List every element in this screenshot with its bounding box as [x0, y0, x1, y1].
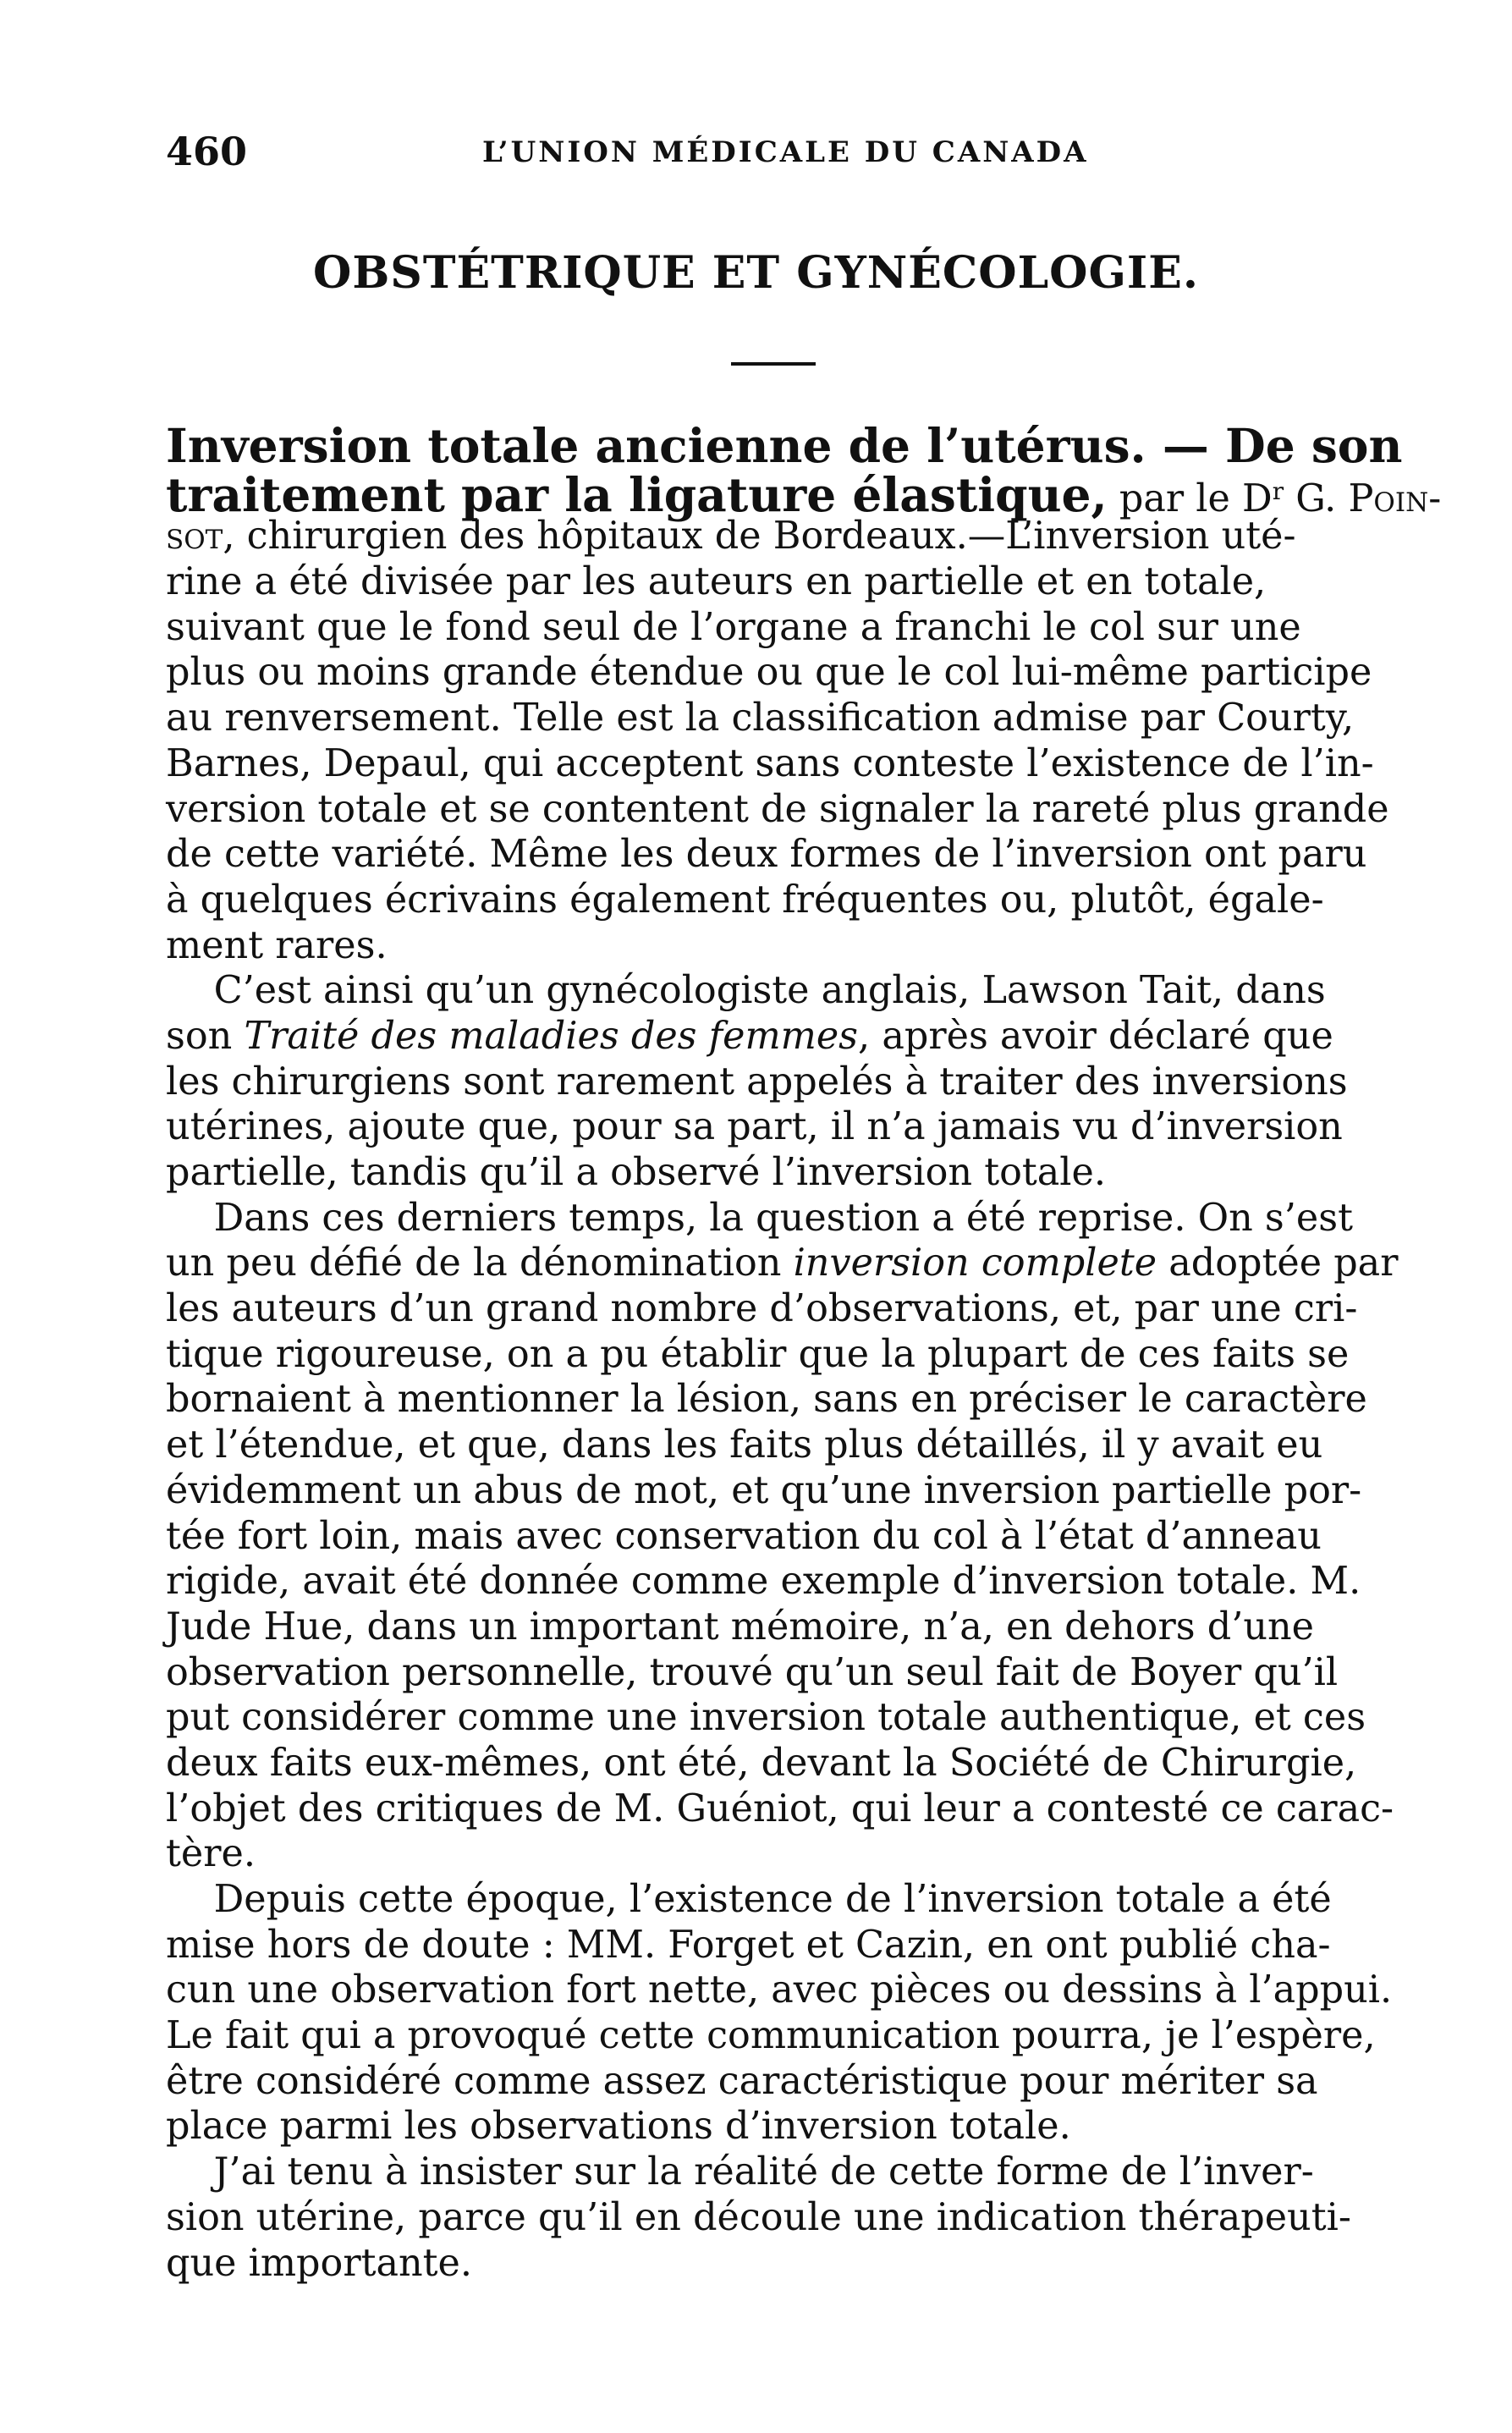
article-title: Inversion totale ancienne de l’utérus. — De son: [166, 418, 1403, 473]
text-line-content: un peu défié de la dénomination: [166, 1241, 794, 1285]
text-line: tée fort loin, mais avec conservation du col à l’état d’anneau: [166, 1514, 1322, 1558]
article-title-line: [166, 418, 1403, 473]
text-line: deux faits eux-mêmes, ont été, devant la Société de Chirurgie,: [166, 1741, 1357, 1785]
text-line: ment rares.: [166, 923, 388, 967]
text-line: [166, 514, 1384, 559]
text-line: à quelques écrivains également fréquentes ou, plutôt, égale-: [166, 878, 1324, 922]
emphasized-term: inversion complete: [793, 1241, 1157, 1285]
text-line: Jude Hue, dans un important mémoire, n’a, en dehors d’une: [166, 1605, 1314, 1649]
text-line: Barnes, Depaul, qui acceptent sans conteste l’existence de l’in-: [166, 741, 1374, 785]
text-line: Depuis cette époque, l’existence de l’inversion totale a été: [166, 1878, 1332, 1921]
article-body: [166, 418, 1442, 2286]
text-line: mise hors de doute : MM. Forget et Cazin, en ont publié cha-: [166, 1923, 1331, 1967]
text-line: version totale et se contentent de signaler la rareté plus grande: [166, 787, 1389, 831]
text-line: rine a été divisée par les auteurs en partielle et en totale,: [166, 560, 1267, 604]
text-line: place parmi les observations d’inversion totale.: [166, 2105, 1071, 2149]
text-line: que importante.: [166, 2241, 473, 2285]
text-line: évidemment un abus de mot, et qu’une inversion partielle por-: [166, 1468, 1362, 1512]
text-line-content: , chirurgien des hôpitaux de Bordeaux.—L’inversion uté-: [223, 515, 1296, 559]
text-line: l’objet des critiques de M. Guéniot, qui leur a contesté ce carac-: [166, 1786, 1394, 1830]
byline-superscript: r: [1272, 476, 1284, 505]
title-divider: [731, 362, 816, 366]
text-line: C’est ainsi qu’un gynécologiste anglais, Lawson Tait, dans: [166, 969, 1326, 1013]
text-line: observation personnelle, trouvé qu’un seul fait de Boyer qu’il: [166, 1650, 1339, 1694]
byline: par le D: [1107, 476, 1273, 520]
text-line-content: , après avoir déclaré que: [858, 1014, 1333, 1058]
text-line: J’ai tenu à insister sur la réalité de cette forme de l’inver-: [166, 2150, 1314, 2194]
section-title: OBSTÉTRIQUE ET GYNÉCOLOGIE.: [313, 247, 1199, 299]
text-line: cun une observation fort nette, avec pièces ou dessins à l’appui.: [166, 1968, 1393, 2012]
text-line: suivant que le fond seul de l’organe a franchi le col sur une: [166, 605, 1301, 649]
text-line: partielle, tandis qu’il a observé l’inversion totale.: [166, 1151, 1107, 1194]
text-line: utérines, ajoute que, pour sa part, il n’a jamais vu d’inversion: [166, 1105, 1343, 1149]
text-line: de cette variété. Même les deux formes de l’inversion ont paru: [166, 833, 1367, 877]
article-title: traitement par la ligature élastique,: [166, 466, 1108, 522]
journal-title: L’UNION MÉDICALE DU CANADA: [482, 135, 1089, 169]
text-line: Le fait qui a provoqué cette communication pourra, je l’espère,: [166, 2014, 1376, 2058]
text-line: rigide, avait été donnée comme exemple d’inversion totale. M.: [166, 1560, 1361, 1604]
running-header: [166, 129, 1384, 179]
text-line: [166, 1014, 1384, 1060]
text-line: Dans ces derniers temps, la question a été reprise. On s’est: [166, 1196, 1353, 1240]
article-title-line: [166, 466, 1442, 522]
text-line: plus ou moins grande étendue ou que le col lui-même participe: [166, 651, 1372, 695]
text-line: bornaient à mentionner la lésion, sans en préciser le caractère: [166, 1378, 1367, 1422]
page-number: 460: [166, 129, 248, 174]
text-line: au renversement. Telle est la classification admise par Courty,: [166, 696, 1355, 740]
text-line: les auteurs d’un grand nombre d’observations, et, par une cri-: [166, 1287, 1358, 1331]
text-line: les chirurgiens sont rarement appelés à traiter des inversions: [166, 1060, 1348, 1104]
text-line-content: son: [166, 1014, 245, 1058]
author-name: sot: [166, 515, 223, 559]
text-line: tique rigoureuse, on a pu établir que la plupart de ces faits se: [166, 1332, 1350, 1376]
text-line: être considéré comme assez caractéristique pour mériter sa: [166, 2059, 1318, 2103]
book-title: Traité des maladies des femmes: [244, 1014, 859, 1058]
text-line: tère.: [166, 1832, 256, 1876]
text-line-content: adoptée par: [1157, 1241, 1399, 1285]
text-line: et l’étendue, et que, dans les faits plus détaillés, il y avait eu: [166, 1423, 1323, 1467]
text-line: put considérer comme une inversion totale authentique, et ces: [166, 1696, 1366, 1740]
text-line: sion utérine, parce qu’il en découle une indication thérapeuti-: [166, 2195, 1351, 2239]
author-name: G. Poin-: [1284, 476, 1442, 520]
text-line: [166, 1241, 1399, 1286]
